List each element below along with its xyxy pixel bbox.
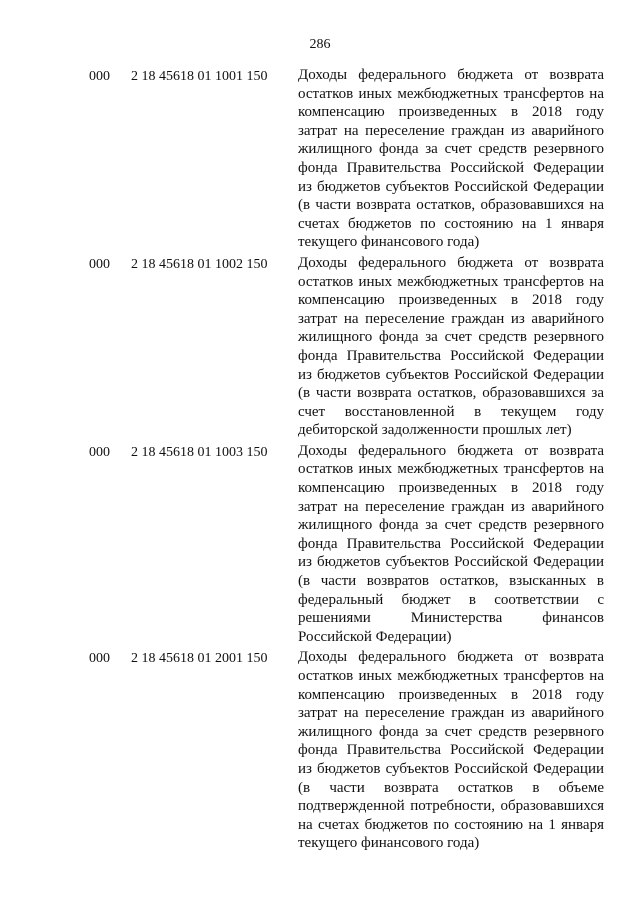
table-row bbox=[0, 66, 640, 252]
admin-code: 000 bbox=[89, 256, 110, 272]
budget-code-table bbox=[0, 66, 640, 855]
classification-code: 2 18 45618 01 1003 150 bbox=[131, 444, 268, 460]
income-description: Доходы федерального бюджета от возврата остатков иных межбюджетных трансфертов на компенсацию произведенных в 2018 году затрат на переселение граждан из аварийного жилищного фонда за счет средств резервного фонда Правительства Российской Федерации из бюджетов субъектов Российской Федерации (в части возврата остатков, образовавшихся за счет восстановленной в текущем году дебиторской задолженности прошлых лет) bbox=[298, 254, 604, 439]
table-row bbox=[0, 442, 640, 647]
admin-code: 000 bbox=[89, 69, 110, 84]
admin-code: 000 bbox=[89, 444, 110, 460]
classification-code: 2 18 45618 01 2001 150 bbox=[131, 651, 268, 667]
classification-code: 2 18 45618 01 1002 150 bbox=[131, 256, 268, 272]
classification-code: 2 18 45618 01 1001 150 bbox=[131, 69, 268, 84]
income-description: Доходы федерального бюджета от возврата остатков иных межбюджетных трансфертов на компенсацию произведенных в 2018 году затрат на переселение граждан из аварийного жилищного фонда за счет средств резервного фонда Правительства Российской Федерации из бюджетов субъектов Российской Федерации (в части возврата остатков, образовавшихся на счетах бюджетов по состоянию на 1 января текущего финансового года) bbox=[298, 67, 604, 251]
page-number: 286 bbox=[309, 37, 331, 52]
table-row bbox=[0, 254, 640, 440]
table-row bbox=[0, 648, 640, 853]
admin-code: 000 bbox=[89, 651, 110, 667]
income-description: Доходы федерального бюджета от возврата остатков иных межбюджетных трансфертов на компенсацию произведенных в 2018 году затрат на переселение граждан из аварийного жилищного фонда за счет средств резервного фонда Правительства Российской Федерации из бюджетов субъектов Российской Федерации (в части возврата остатков в объеме подтвержденной потребности, образовавшихся на счетах бюджетов по состоянию на 1 января текущего финансового года) bbox=[298, 649, 604, 852]
income-description: Доходы федерального бюджета от возврата остатков иных межбюджетных трансфертов на компенсацию произведенных в 2018 году затрат на переселение граждан из аварийного жилищного фонда за счет средств резервного фонда Правительства Российской Федерации из бюджетов субъектов Российской Федерации (в части возвратов остатков, взысканных в федеральный бюджет в соответствии с решениями Министерства финансов Российской Федерации) bbox=[298, 442, 604, 645]
